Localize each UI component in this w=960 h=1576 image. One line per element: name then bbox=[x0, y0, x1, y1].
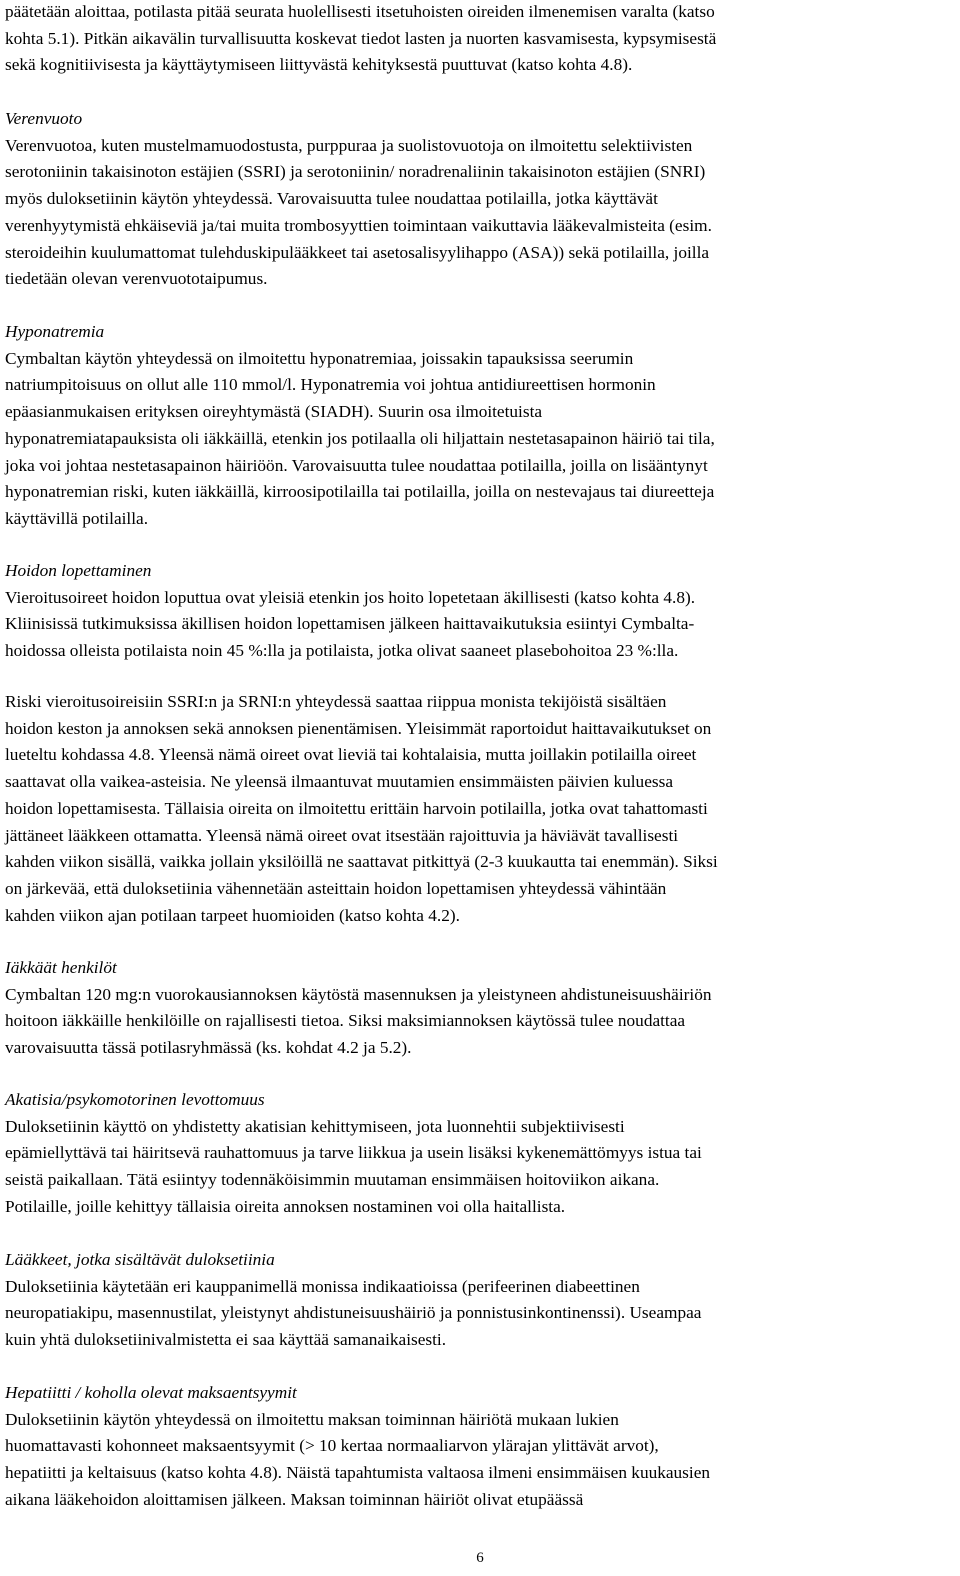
paragraph-line: jättäneet lääkkeen ottamatta. Yleensä nämä oireet ovat itsestään rajoittuvia ja häviävät tavallisesti bbox=[5, 825, 679, 845]
paragraph-line: verenhyytymistä ehkäiseviä ja/tai muita trombosyyttien toimintaan vaikuttavia lääkevalmisteita (esim. bbox=[5, 215, 712, 235]
section-heading: Verenvuoto bbox=[5, 109, 83, 128]
paragraph-line: saattavat olla vaikea-asteisia. Ne yleensä ilmaantuvat muutamien ensimmäisten päivien kuluessa bbox=[5, 772, 673, 792]
paragraph-line: varovaisuutta tässä potilasryhmässä (ks. kohdat 4.2 ja 5.2). bbox=[5, 1038, 412, 1058]
paragraph-line: Riski vieroitusoireisiin SSRI:n ja SRNI:n yhteydessä saattaa riippua monista tekijöistä sisältäen bbox=[5, 692, 667, 711]
paragraph-line: Duloksetiinin käytön yhteydessä on ilmoitettu maksan toiminnan häiriötä mukaan lukien bbox=[5, 1409, 619, 1429]
section-heading: Hyponatremia bbox=[5, 322, 105, 341]
paragraph-line: hyponatremian riski, kuten iäkkäillä, kirroosipotilailla tai potilailla, joilla on nestevajaus tai diureetteja bbox=[5, 482, 715, 502]
paragraph-line: Kliinisissä tutkimuksissa äkillisen hoidon lopettamisen jälkeen haittavaikutuksia esiintyi Cymbalta- bbox=[5, 614, 695, 634]
paragraph-line: päätetään aloittaa, potilasta pitää seurata huolellisesti itsetuhoisten oireiden ilmenemisen varalta (katso bbox=[5, 2, 715, 21]
paragraph-line: epäasianmukaisen erityksen oireyhtymästä (SIADH). Suurin osa ilmoitetuista bbox=[5, 402, 543, 422]
paragraph-line: kohta 5.1). Pitkän aikavälin turvallisuutta koskevat tiedot lasten ja nuorten kasvamisesta, kypsymisestä bbox=[5, 28, 717, 48]
paragraph-line: Duloksetiinin käyttö on yhdistetty akatisian kehittymiseen, jota luonnehtii subjektiivisesti bbox=[5, 1116, 625, 1136]
paragraph-line: Cymbaltan 120 mg:n vuorokausiannoksen käytöstä masennuksen ja yleistyneen ahdistuneisuushäiriön bbox=[5, 984, 712, 1004]
paragraph-line: myös duloksetiinin käytön yhteydessä. Varovaisuutta tulee noudattaa potilailla, jotka käyttävät bbox=[5, 189, 658, 209]
section-heading: Lääkkeet, jotka sisältävät duloksetiinia bbox=[5, 1250, 275, 1269]
section-heading: Akatisia/psykomotorinen levottomuus bbox=[5, 1090, 265, 1109]
paragraph-line: hoidossa olleista potilaista noin 45 %:lla ja potilaista, jotka olivat saaneet plasebohoitoa 23 %:lla. bbox=[5, 641, 679, 661]
paragraph-line: serotoniinin takaisinoton estäjien (SSRI) ja serotoniinin/ noradrenaliinin takaisinoton estäjien (SNRI) bbox=[5, 162, 706, 182]
paragraph-line: Vieroitusoireet hoidon loputtua ovat yleisiä etenkin jos hoito lopetetaan äkillisesti (katso kohta 4.8). bbox=[5, 587, 696, 607]
paragraph-line: kuin yhtä duloksetiinivalmistetta ei saa käyttää samanaikaisesti. bbox=[5, 1330, 447, 1350]
paragraph-line: on järkevää, että duloksetiinia vähennetään asteittain hoidon lopettamisen yhteydessä vähintään bbox=[5, 878, 667, 898]
paragraph-line: Cymbaltan käytön yhteydessä on ilmoitettu hyponatremiaa, joissakin tapauksissa seerumin bbox=[5, 348, 634, 368]
paragraph-line: hoidon keston ja annoksen sekä annoksen pienentämisen. Yleisimmät raportoidut haittavaikutukset on bbox=[5, 718, 712, 738]
paragraph-line: joka voi johtaa nestetasapainon häiriöön. Varovaisuutta tulee noudattaa potilailla, joilla on lisääntynyt bbox=[5, 455, 708, 475]
paragraph-line: huomattavasti kohonneet maksaentsyymit (> 10 kertaa normaaliarvon ylärajan ylittävät arvot), bbox=[5, 1436, 659, 1456]
paragraph-line: hyponatremiatapauksista oli iäkkäillä, etenkin jos potilaalla oli hiljattain nestetasapainon häiriö tai tila, bbox=[5, 428, 715, 448]
paragraph-line: epämiellyttävä tai häiritsevä rauhattomuus ja tarve liikkua ja usein lisäksi kykenemättömyys istua tai bbox=[5, 1143, 702, 1163]
page-number: 6 bbox=[476, 1550, 484, 1566]
paragraph-line: hoitoon iäkkäille henkilöille on rajallisesti tietoa. Siksi maksimiannoksen käytössä tulee noudattaa bbox=[5, 1011, 686, 1031]
paragraph-line: sekä kognitiivisesta ja käyttäytymiseen liittyvästä kehityksestä puuttuvat (katso kohta 4.8). bbox=[5, 55, 633, 75]
paragraph-line: Duloksetiinia käytetään eri kauppanimellä monissa indikaatioissa (perifeerinen diabeettinen bbox=[5, 1276, 640, 1296]
paragraph-line: lueteltu kohdassa 4.8. Yleensä nämä oireet ovat lieviä tai kohtalaisia, mutta joillakin potilailla oireet bbox=[5, 745, 697, 765]
paragraph-line: tiedetään olevan verenvuototaipumus. bbox=[5, 269, 268, 289]
paragraph-line: kahden viikon sisällä, vaikka jollain yksilöillä ne saattavat pitkittyä (2-3 kuukautta tai enemmän). Siksi bbox=[5, 852, 718, 872]
paragraph-line: hoidon lopettamisesta. Tällaisia oireita on ilmoitettu erittäin harvoin potilailla, jotka ovat tahattomasti bbox=[5, 798, 708, 818]
paragraph-line: natriumpitoisuus on ollut alle 110 mmol/l. Hyponatremia voi johtua antidiureettisen hormonin bbox=[5, 375, 656, 395]
paragraph-line: Verenvuotoa, kuten mustelmamuodostusta, purppuraa ja suolistovuotoja on ilmoitettu selektiivisten bbox=[5, 135, 693, 155]
paragraph-line: käyttävillä potilailla. bbox=[5, 508, 149, 528]
paragraph-line: seistä paikallaan. Tätä esiintyy todennäköisimmin muutaman ensimmäisen hoitoviikon aikana. bbox=[5, 1170, 660, 1190]
paragraph-line: neuropatiakipu, masennustilat, yleistynyt ahdistuneisuushäiriö ja ponnistusinkontinenssi). Useampaa bbox=[5, 1303, 702, 1323]
section-heading: Hepatiitti / koholla olevat maksaentsyymit bbox=[5, 1383, 297, 1402]
paragraph-line: steroideihin kuulumattomat tulehduskipulääkkeet tai asetosalisyylihappo (ASA)) sekä potilailla, joilla bbox=[5, 242, 710, 262]
section-heading: Iäkkäät henkilöt bbox=[5, 958, 117, 977]
paragraph-line: Potilaille, joille kehittyy tällaisia oireita annoksen nostaminen voi olla haitallista. bbox=[5, 1196, 566, 1216]
paragraph-line: hepatiitti ja keltaisuus (katso kohta 4.8). Näistä tapahtumista valtaosa ilmeni ensimmäisen kuukausien bbox=[5, 1463, 711, 1483]
paragraph-line: kahden viikon ajan potilaan tarpeet huomioiden (katso kohta 4.2). bbox=[5, 905, 460, 925]
section-heading: Hoidon lopettaminen bbox=[5, 561, 152, 580]
paragraph-line: aikana lääkehoidon aloittamisen jälkeen. Maksan toiminnan häiriöt olivat etupäässä bbox=[5, 1489, 584, 1509]
